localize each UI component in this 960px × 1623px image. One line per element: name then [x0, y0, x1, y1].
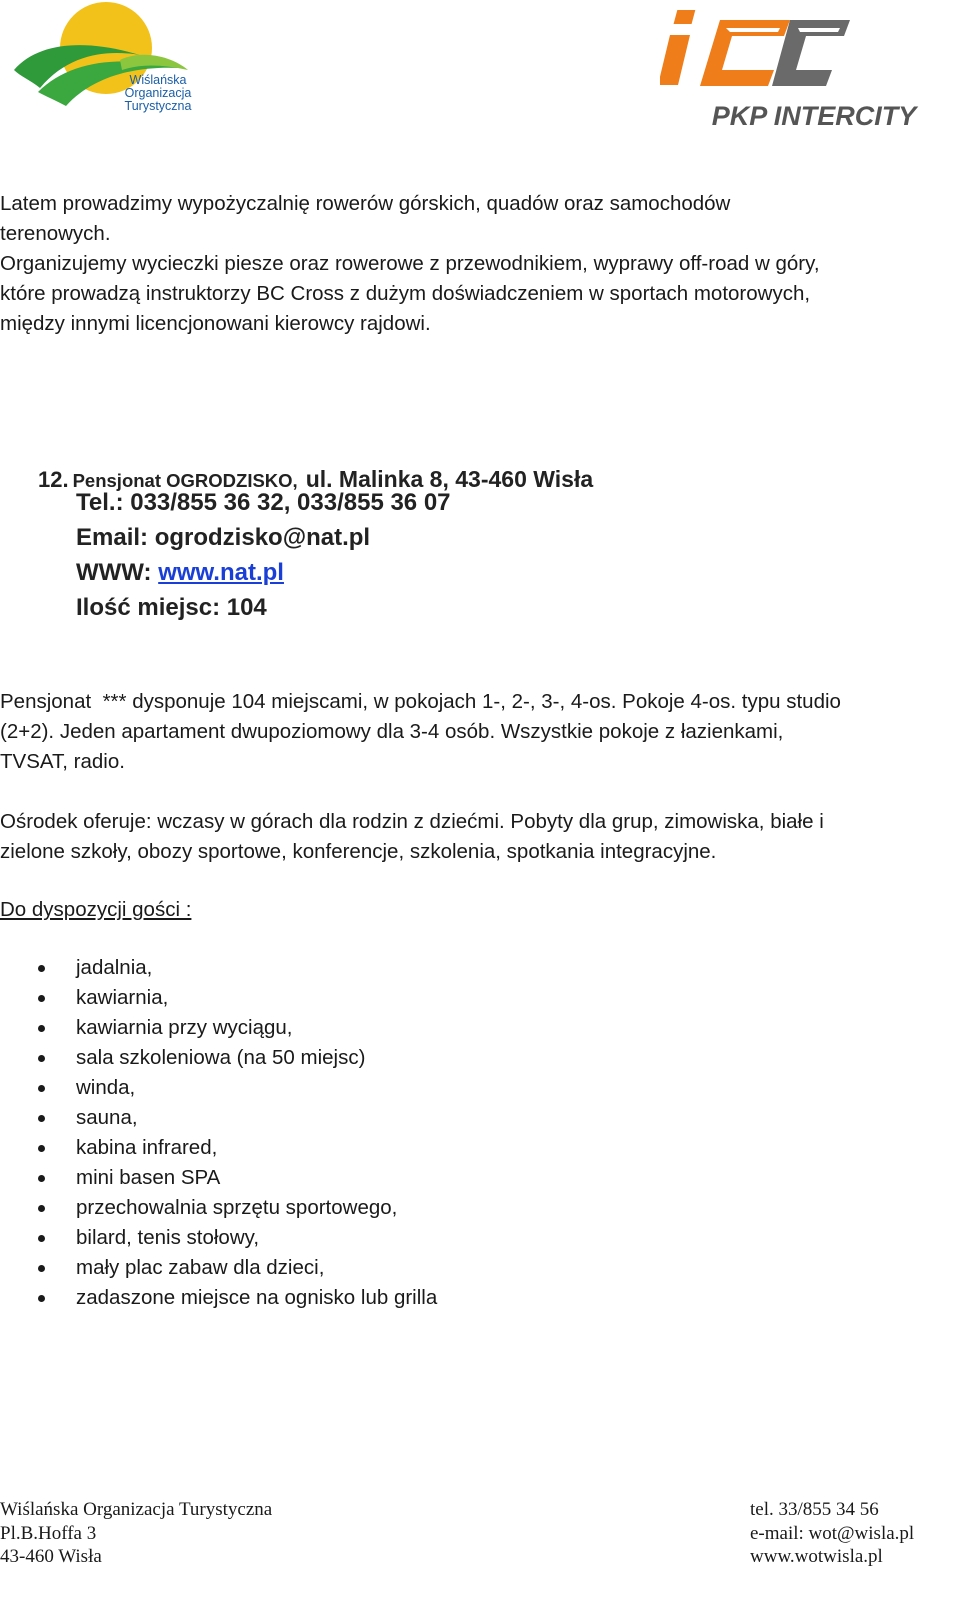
- bullet-icon: [38, 1235, 45, 1242]
- bullet-icon: [38, 1205, 45, 1212]
- list-item-label: mały plac zabaw dla dzieci,: [76, 1256, 325, 1279]
- footer-address: [0, 1498, 272, 1569]
- entry-number: 12.: [38, 467, 69, 492]
- bullet-icon: [38, 1145, 45, 1152]
- list-item-label: sauna,: [76, 1106, 138, 1129]
- list-item: [0, 1223, 437, 1253]
- bullet-icon: [38, 965, 45, 972]
- list-item-label: sala szkoleniowa (na 50 miejsc): [76, 1046, 366, 1069]
- list-item: [0, 983, 437, 1013]
- intro-line: terenowych.: [0, 222, 111, 245]
- entry-www: [76, 555, 284, 590]
- intro-line: Organizujemy wycieczki piesze oraz rowerowe z przewodnikiem, wyprawy off-road w góry,: [0, 252, 820, 275]
- amenities-list: [0, 953, 437, 1313]
- bullet-icon: [38, 1265, 45, 1272]
- list-item: [0, 1013, 437, 1043]
- bullet-icon: [38, 1295, 45, 1302]
- bullet-icon: [38, 1085, 45, 1092]
- bullet-icon: [38, 1115, 45, 1122]
- description-line: zielone szkoły, obozy sportowe, konferencje, szkolenia, spotkania integracyjne.: [0, 840, 717, 863]
- bullet-icon: [38, 1175, 45, 1182]
- list-item: [0, 1163, 437, 1193]
- list-item: [0, 1283, 437, 1313]
- list-item-label: bilard, tenis stołowy,: [76, 1226, 260, 1249]
- footer-www: www.wotwisla.pl: [750, 1546, 883, 1567]
- intro-line: które prowadzą instruktorzy BC Cross z dużym doświadczeniem w sportach motorowych,: [0, 282, 811, 305]
- intro-paragraph: [0, 189, 820, 339]
- intercity-logo: [660, 0, 960, 140]
- list-item-label: przechowalnia sprzętu sportowego,: [76, 1196, 398, 1219]
- wot-logo: [10, 0, 200, 122]
- list-item-label: kawiarnia,: [76, 986, 169, 1009]
- list-item: [0, 1103, 437, 1133]
- description-line: Pensjonat *** dysponuje 104 miejscami, w pokojach 1-, 2-, 3-, 4-os. Pokoje 4-os. typu studio: [0, 690, 841, 713]
- list-item: [0, 1073, 437, 1103]
- entry-name: Pensjonat OGRODZISKO,: [72, 470, 298, 491]
- intro-line: między innymi licencjonowani kierowcy rajdowi.: [0, 312, 431, 335]
- description-line: Ośrodek oferuje: wczasy w górach dla rodzin z dziećmi. Pobyty dla grup, zimowiska, białe i: [0, 810, 824, 833]
- entry-capacity: Ilość miejsc: 104: [76, 594, 267, 621]
- list-item: [0, 1043, 437, 1073]
- bullet-icon: [38, 1055, 45, 1062]
- amenities-title: Do dyspozycji gości :: [0, 898, 192, 921]
- list-item-label: mini basen SPA: [76, 1166, 221, 1189]
- entry-address: ul. Malinka 8, 43-460 Wisła: [305, 466, 594, 492]
- bullet-icon: [38, 1025, 45, 1032]
- list-item: [0, 1253, 437, 1283]
- list-item: [0, 1133, 437, 1163]
- intro-line: Latem prowadzimy wypożyczalnię rowerów górskich, quadów oraz samochodów: [0, 192, 731, 215]
- list-item-label: kabina infrared,: [76, 1136, 218, 1159]
- wot-logo-line2: Organizacja: [124, 86, 192, 100]
- description-paragraph-2: [0, 807, 824, 867]
- wot-logo-graphic: [10, 0, 200, 122]
- wot-logo-line3: Turystyczna: [124, 99, 192, 113]
- footer-city: 43-460 Wisła: [0, 1546, 102, 1567]
- list-item: [0, 1193, 437, 1223]
- entry-tel: Tel.: 033/855 36 32, 033/855 36 07: [76, 489, 451, 516]
- description-paragraph-1: [0, 687, 841, 777]
- intercity-logo-graphic: [660, 0, 960, 140]
- footer-org: Wiślańska Organizacja Turystyczna: [0, 1499, 273, 1520]
- description-line: TVSAT, radio.: [0, 750, 125, 773]
- bullet-icon: [38, 995, 45, 1002]
- footer-street: Pl.B.Hoffa 3: [0, 1522, 97, 1544]
- footer-contact: [750, 1498, 914, 1569]
- footer-email: e-mail: wot@wisla.pl: [750, 1522, 915, 1544]
- wot-logo-line1: Wiślańska: [129, 73, 187, 87]
- entry-www-label: WWW:: [76, 559, 159, 586]
- footer-tel: tel. 33/855 34 56: [750, 1499, 879, 1520]
- list-item-label: winda,: [76, 1076, 136, 1099]
- list-item-label: zadaszone miejsce na ognisko lub grilla: [76, 1286, 438, 1309]
- intercity-logo-text: PKP INTERCITY: [711, 101, 917, 131]
- entry-www-link[interactable]: www.nat.pl: [158, 559, 284, 586]
- entry-email: Email: ogrodzisko@nat.pl: [76, 524, 371, 551]
- list-item-label: jadalnia,: [76, 956, 153, 979]
- description-line: (2+2). Jeden apartament dwupoziomowy dla 3-4 osób. Wszystkie pokoje z łazienkami,: [0, 720, 784, 743]
- list-item-label: kawiarnia przy wyciągu,: [76, 1016, 293, 1039]
- list-item: [0, 953, 437, 983]
